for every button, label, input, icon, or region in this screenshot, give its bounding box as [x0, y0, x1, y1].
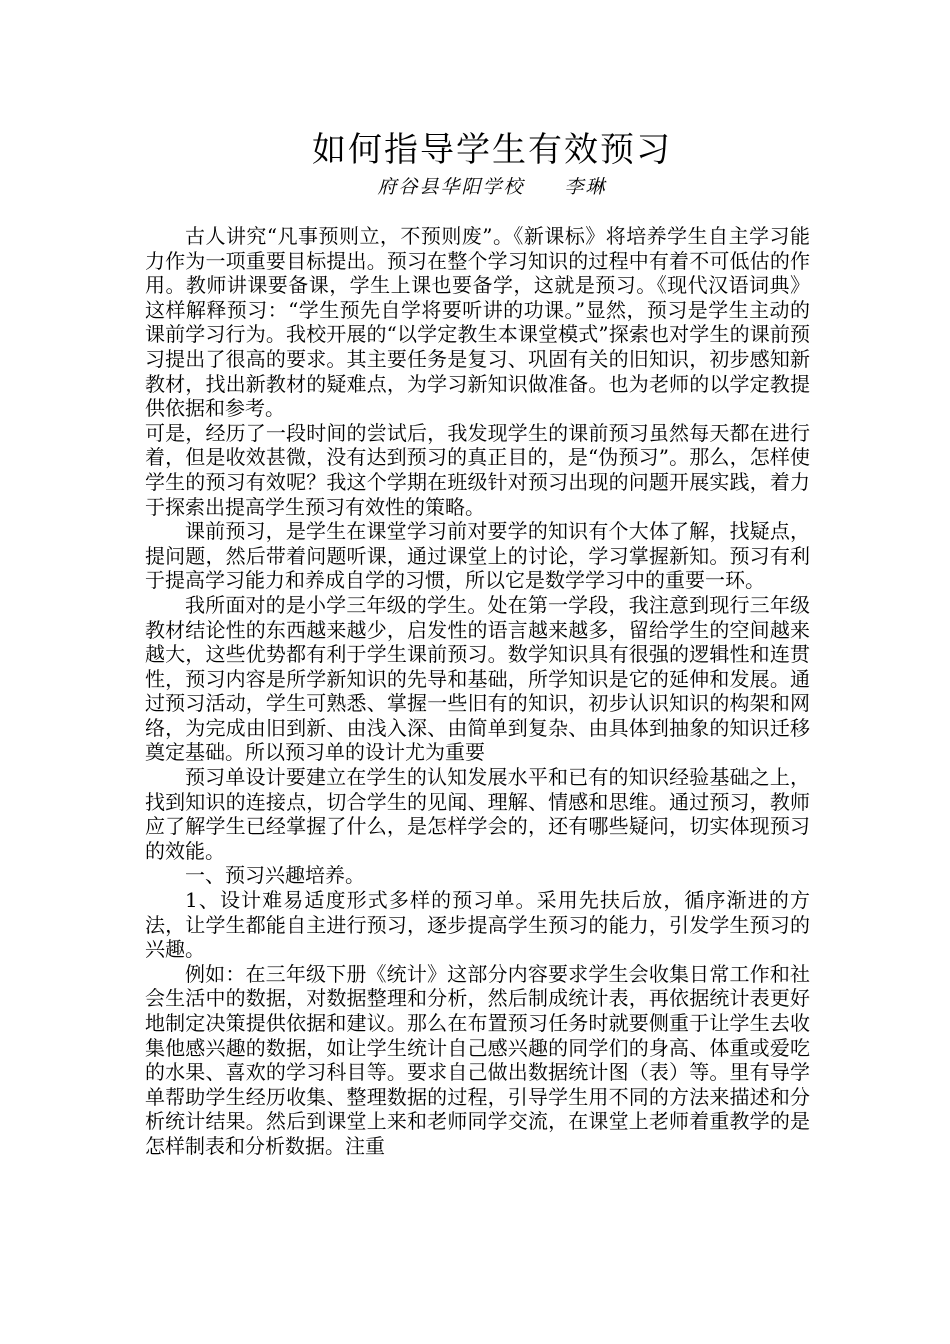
- document-body: [145, 224, 810, 1159]
- document-byline: [0, 174, 950, 200]
- body-paragraph: 例如：在三年级下册《统计》这部分内容要求学生会收集日常工作和社会生活中的数据，对数据整理和分析，然后制成统计表，再依据统计表更好地制定决策提供依据和建议。那么在布置预习任务时就要侧重于让学生去收集他感兴趣的数据，如让学生统计自己感兴趣的同学们的身高、体重或爱吃的水果、喜欢的学习科目等。要求自己做出数据统计图（表）等。里有导学单帮助学生经历收集、整理数据的过程，引导学生用不同的方法来描述和分析统计结果。然后到课堂上来和老师同学交流，在课堂上老师着重教学的是怎样制表和分析数据。注重: [145, 961, 810, 1158]
- document-title: 如何指导学生有效预习: [312, 130, 672, 170]
- body-paragraph: 我所面对的是小学三年级的学生。处在第一学段，我注意到现行三年级教材结论性的东西越来越少，启发性的语言越来越多，留给学生的空间越来越大，这些优势都有利于学生课前预习。数学知识具有很强的逻辑性和连贯性，预习内容是所学新知识的先导和基础，所学知识是它的延伸和发展。通过预习活动，学生可熟悉、掌握一些旧有的知识，初步认识知识的构架和网络，为完成由旧到新、由浅入深、由简单到复杂、由具体到抽象的知识迁移奠定基础。所以预习单的设计尤为重要: [145, 592, 810, 765]
- byline-author: 李琳: [564, 176, 607, 198]
- body-paragraph: 课前预习，是学生在课堂学习前对要学的知识有个大体了解，找疑点，提问题，然后带着问题听课，通过课堂上的讨论，学习掌握新知。预习有利于提高学习能力和养成自学的习惯，所以它是数学学习中的重要一环。: [145, 519, 810, 593]
- body-paragraph: 可是，经历了一段时间的尝试后，我发现学生的课前预习虽然每天都在进行着，但是收效甚微，没有达到预习的真正目的，是“伪预习”。那么，怎样使学生的预习有效呢？我这个学期在班级针对预习出现的问题开展实践，着力于探索出提高学生预习有效性的策略。: [145, 420, 810, 519]
- section-heading: 一、预习兴趣培养。: [185, 863, 365, 888]
- body-paragraph: 预习单设计要建立在学生的认知发展水平和已有的知识经验基础之上，找到知识的连接点，切合学生的见闻、理解、情感和思维。通过预习，教师应了解学生已经掌握了什么，是怎样学会的，还有哪些疑问，切实体现预习的效能。: [145, 765, 810, 863]
- body-paragraph: 古人讲究“凡事预则立，不预则废”。《新课标》将培养学生自主学习能力作为一项重要目标提出。预习在整个学习知识的过程中有着不可低估的作用。教师讲课要备课，学生上课也要备学，这就是预习。《现代汉语词典》这样解释预习：“学生预先自学将要听讲的功课。”显然，预习是学生主动的课前学习行为。我校开展的“以学定教生本课堂模式”探索也对学生的课前预习提出了很高的要求。其主要任务是复习、巩固有关的旧知识，初步感知新教材，找出新教材的疑难点，为学习新知识做准备。也为老师的以学定教提供依据和参考。: [145, 224, 810, 421]
- byline-school: 府谷县华阳学校: [377, 176, 525, 198]
- body-paragraph: 1、设计难易适度形式多样的预习单。采用先扶后放，循序渐进的方法，让学生都能自主进行预习，逐步提高学生预习的能力，引发学生预习的兴趣。: [145, 888, 810, 962]
